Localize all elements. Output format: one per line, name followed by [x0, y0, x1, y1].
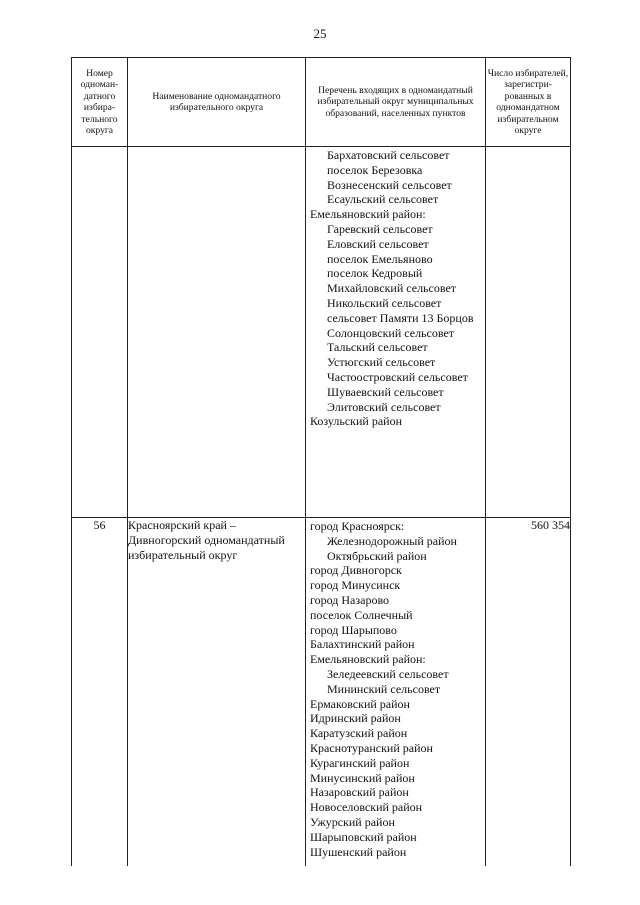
list-item: Устюгский сельсовет [327, 355, 436, 370]
list-item: Емельяновский район: [310, 207, 426, 222]
list-item: поселок Солнечный [310, 607, 413, 622]
list-item: Зеледеевский сельсовет [327, 666, 449, 681]
list-item: Тальский сельсовет [327, 340, 428, 355]
list-item: Балахтинский район [310, 637, 415, 652]
list-item: Еловский сельсовет [327, 236, 429, 251]
list-item: Солонцовский сельсовет [327, 325, 455, 340]
list-item: Козульский район [310, 414, 402, 429]
list-item: Новоселовский район [310, 800, 423, 815]
list-item: Вознесенский сельсовет [327, 177, 452, 192]
header-district-name: Наименование одномандатного избирательного округа [128, 58, 306, 147]
list-item: Минусинский район [310, 770, 415, 785]
list-item: поселок Емельяново [327, 251, 433, 266]
list-item: Каратузский район [310, 726, 408, 741]
list-item: город Назарово [310, 592, 390, 607]
header-voter-count: Число избирателей, зарегистри-рованных в одномандатном избирательном округе [486, 58, 571, 147]
list-item: Михайловский сельсовет [327, 281, 457, 296]
list-item: Гаревский сельсовет [327, 221, 433, 236]
list-item: Ермаковский район [310, 696, 410, 711]
municipalities-list [306, 518, 485, 859]
list-item: город Шарыпово [310, 622, 397, 637]
list-item: поселок Кедровый [327, 266, 423, 281]
header-district-number: Номер одноман-датного избира-тельного округа [72, 58, 128, 147]
voter-count [486, 147, 571, 518]
list-item: Курагинский район [310, 755, 410, 770]
table-row [72, 147, 571, 518]
list-item: Шушенский район [310, 844, 407, 859]
list-item: город Красноярск: [310, 519, 405, 533]
list-item: Есаульский сельсовет [327, 192, 439, 207]
district-number [72, 147, 128, 518]
districts-table [71, 57, 571, 866]
list-item: Емельяновский район: [310, 652, 426, 667]
list-item: Бархатовский сельсовет [327, 148, 450, 162]
list-item: город Дивногорск [310, 563, 402, 578]
list-item: Частоостровский сельсовет [327, 369, 468, 384]
list-item: Шуваевский сельсовет [327, 384, 444, 399]
list-item: город Минусинск [310, 578, 401, 593]
list-item: Октябрьский район [327, 548, 427, 563]
list-item: Шарыповский район [310, 829, 417, 844]
district-name [128, 147, 306, 518]
voter-count: 560 354 [486, 518, 571, 867]
list-item: сельсовет Памяти 13 Борцов [327, 310, 474, 325]
header-municipalities-list: Перечень входящих в одномандатный избирательный округ муниципальных образований, населенных пунктов [306, 58, 486, 147]
list-item: Ужурский район [310, 814, 395, 829]
table-row [72, 518, 571, 867]
municipalities-cell [306, 518, 486, 867]
district-name: Красноярский край – Дивногорский одномандатный избирательный округ [128, 518, 306, 867]
page-number: 25 [313, 26, 327, 41]
municipalities-list [306, 147, 485, 429]
list-item: Краснотуранский район [310, 740, 433, 755]
list-item: поселок Березовка [327, 162, 423, 177]
list-item: Идринский район [310, 711, 401, 726]
list-item: Элитовский сельсовет [327, 399, 441, 414]
list-item: Назаровский район [310, 785, 409, 800]
list-item: Мининский сельсовет [327, 681, 441, 696]
list-item: Никольский сельсовет [327, 295, 442, 310]
district-number: 56 [72, 518, 128, 867]
list-item: Железнодорожный район [327, 533, 457, 548]
table-header-row [72, 58, 571, 147]
municipalities-cell [306, 147, 486, 518]
